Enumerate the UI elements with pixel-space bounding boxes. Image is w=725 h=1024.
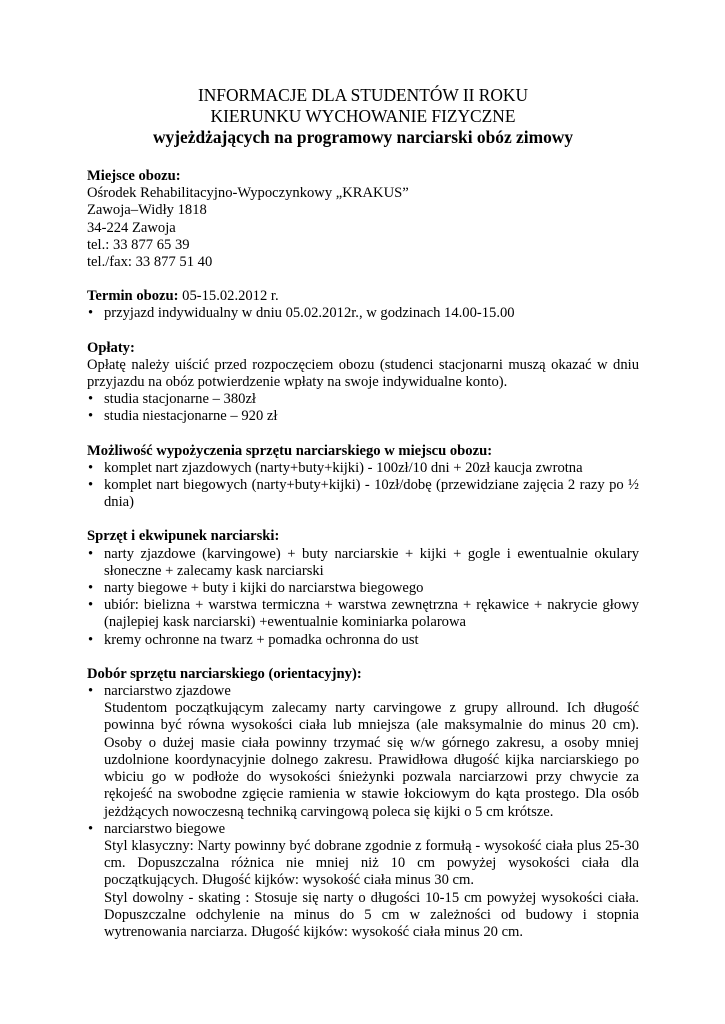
title-line-3: wyjeżdżających na programowy narciarski obóz zimowy bbox=[152, 127, 574, 147]
fax-line: tel./fax: 33 877 51 40 bbox=[87, 254, 213, 271]
oplaty-list bbox=[87, 391, 639, 425]
list-item: • kremy ochronne na twarz + pomadka ochronna do ust bbox=[87, 632, 639, 649]
address-line: Zawoja–Widły 1818 bbox=[87, 202, 207, 219]
title-line-2: KIERUNKU WYCHOWANIE FIZYCZNE bbox=[210, 106, 516, 126]
item-paragraph: Styl dowolny - skating : Stosuje się narty o długości 10-15 cm powyżej wysokości ciała. Dopuszczalne odchylenie na minus do 5 cm w zależności od budowy i stopnia wytrenowania narciarza. Długość kijków: wysokość ciała minus 20 cm. bbox=[104, 889, 639, 940]
oplaty-text: Opłatę należy uiścić przed rozpoczęciem obozu (studenci stacjonarni muszą okazać w dniu przyjazdu na obóz potwierdzenie wpłaty na swoje indywidualne konto). bbox=[87, 356, 639, 391]
list-item: • studia niestacjonarne – 920 zł bbox=[87, 408, 639, 425]
address-line: Ośrodek Rehabilitacyjno-Wypoczynkowy „KRAKUS” bbox=[87, 185, 409, 202]
title-line-1: INFORMACJE DLA STUDENTÓW II ROKU bbox=[197, 85, 529, 105]
wypozyczenie-list bbox=[87, 460, 639, 512]
document-content bbox=[87, 85, 639, 941]
list-item: • komplet nart zjazdowych (narty+buty+kijki) - 100zł/10 dni + 20zł kaucja zwrotna bbox=[87, 460, 639, 477]
section-dobor bbox=[87, 666, 639, 941]
list-item: • przyjazd indywidualny w dniu 05.02.2012r., w godzinach 14.00-15.00 bbox=[87, 305, 639, 322]
termin-list bbox=[87, 305, 639, 322]
section-heading: Dobór sprzętu narciarskiego (orientacyjny): bbox=[87, 665, 362, 682]
termin-line bbox=[87, 288, 639, 305]
item-label: • narciarstwo biegowe bbox=[104, 820, 226, 837]
item-paragraph: Styl klasyczny: Narty powinny być dobrane zgodnie z formułą - wysokość ciała plus 25-30 cm. Dopuszczalna różnica nie mniej niż 10 cm powyżej wysokości ciała dla początkujących. Długość kijków: wysokość ciała minus 30 cm. bbox=[104, 837, 639, 889]
section-heading: Możliwość wypożyczenia sprzętu narciarskiego w miejscu obozu: bbox=[87, 442, 493, 459]
address-line: 34-224 Zawoja bbox=[87, 219, 176, 236]
list-item-zjazdowe bbox=[87, 683, 639, 821]
termin-value: 05-15.02.2012 r. bbox=[178, 288, 279, 305]
section-miejsce bbox=[87, 168, 639, 271]
list-item-biegowe bbox=[87, 821, 639, 941]
item-label: • narciarstwo zjazdowe bbox=[104, 683, 231, 700]
section-heading: Termin obozu: bbox=[87, 288, 179, 305]
section-wypozyczenie bbox=[87, 443, 639, 512]
section-heading: Sprzęt i ekwipunek narciarski: bbox=[87, 528, 280, 545]
list-item: • komplet nart biegowych (narty+buty+kijki) - 10zł/dobę (przewidziane zajęcia 2 razy po ½ dnia) bbox=[87, 477, 639, 511]
list-item: • ubiór: bielizna + warstwa termiczna + warstwa zewnętrzna + rękawice + nakrycie głowy (najlepiej kask narciarski) +ewentualnie kominiarka polarowa bbox=[87, 597, 639, 631]
section-heading: Opłaty: bbox=[87, 339, 135, 356]
section-sprzet bbox=[87, 528, 639, 648]
section-termin bbox=[87, 288, 639, 322]
phone-line: tel.: 33 877 65 39 bbox=[87, 236, 190, 253]
list-item: • narty biegowe + buty i kijki do narciarstwa biegowego bbox=[87, 580, 639, 597]
dobor-list bbox=[87, 683, 639, 941]
section-heading: Miejsce obozu: bbox=[87, 168, 181, 184]
list-item: • studia stacjonarne – 380zł bbox=[87, 391, 639, 408]
item-paragraph: Studentom początkującym zalecamy narty carvingowe z grupy allround. Ich długość powinna być równa wysokości ciała lub mniejsza (ale maksymalnie do minus 20 cm). Osoby o dużej masie ciała powinny trzymać się w/w górnego zakresu, a osoby mniej uzdolnione koordynacyjnie dolnego zakresu. Prawidłowa długość kijka narciarskiego po wbiciu go w podłoże do wysokości śnieżynki pozwala narciarzowi przy chwycie za rękojeść na swobodne zgięcie ramienia w stawie łokciowym do kąta prostego. Dla osób jeżdżących nowoczesną techniką carvingową poleca się kijki o 5 cm krótsze. bbox=[104, 700, 639, 820]
list-item: • narty zjazdowe (karvingowe) + buty narciarskie + kijki + gogle i ewentualnie okulary słoneczne + zalecamy kask narciarski bbox=[87, 546, 639, 580]
sprzet-list bbox=[87, 546, 639, 649]
section-oplaty bbox=[87, 340, 639, 426]
